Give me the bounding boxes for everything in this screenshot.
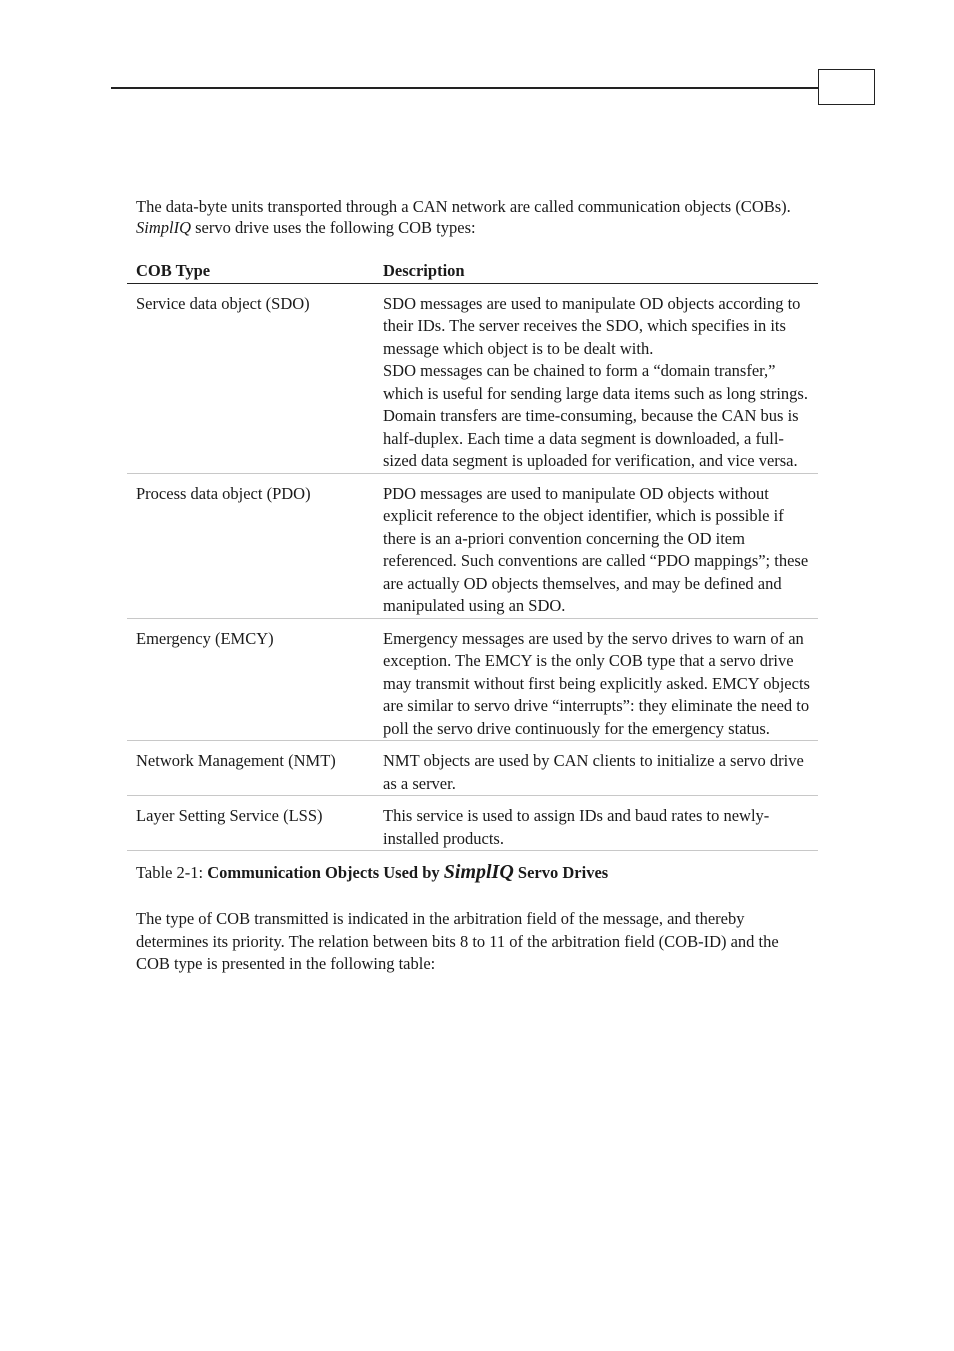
caption-brand: SimplIQ <box>443 861 514 883</box>
cob-type-cell: Network Management (NMT) <box>127 741 374 796</box>
intro-text-1: The data-byte units transported through a CAN network are called communication objects (COBs). <box>136 197 791 216</box>
caption-title: Communication Objects Used by <box>207 863 444 882</box>
table-row <box>127 741 818 796</box>
page-content <box>136 196 818 976</box>
description-text: SDO messages can be chained to form a “domain transfer,” which is useful for sending large data items such as long strings. Domain transfers are time-consuming, because the CAN bus is half-duplex. Each time a data segment is downloaded, a full-sized data segment is uploaded for verification, and vice versa. <box>383 361 808 470</box>
cob-type-cell: Layer Setting Service (LSS) <box>127 796 374 851</box>
table-row <box>127 796 818 851</box>
description-cell <box>374 796 818 851</box>
table-header-row <box>127 260 818 283</box>
page-number-box <box>818 69 875 105</box>
header-description: Description <box>374 260 818 283</box>
description-cell <box>374 741 818 796</box>
caption-label: Table 2-1: <box>136 863 208 882</box>
cob-type-cell: Process data object (PDO) <box>127 473 374 618</box>
description-text: Emergency messages are used by the servo drives to warn of an exception. The EMCY is the only COB type that a servo drive may transmit without first being explicitly asked. EMCY objects are similar to servo drive “interrupts”: they eliminate the need to poll the servo drive continuously for the emergency status. <box>383 628 810 738</box>
table-caption <box>136 861 818 884</box>
header-rule <box>111 87 819 89</box>
description-cell <box>374 283 818 473</box>
description-text: This service is used to assign IDs and baud rates to newly-installed products. <box>383 806 770 848</box>
outro-paragraph: The type of COB transmitted is indicated in the arbitration field of the message, and thereby determines its priority. The relation between bits 8 to 11 of the arbitration field (COB-ID) and the COB type is presented in the following table: <box>136 909 779 973</box>
description-text: PDO messages are used to manipulate OD objects without explicit reference to the object identifier, which is possible if there is an a-priori convention concerning the OD item referenced. Such conventions are called “PDO mappings”; these are actually OD objects themselves, and may be defined and manipulated using an SDO. <box>383 483 809 615</box>
description-text: NMT objects are used by CAN clients to initialize a servo drive as a server. <box>383 751 804 793</box>
cob-type-cell: Service data object (SDO) <box>127 283 374 473</box>
description-text: SDO messages are used to manipulate OD objects according to their IDs. The server receives the SDO, which specifies in its message which object is to be dealt with. <box>383 293 801 358</box>
intro-text-2: servo drive uses the following COB types: <box>191 218 476 237</box>
intro-paragraph <box>136 196 796 238</box>
intro-brand: SimplIQ <box>136 218 191 237</box>
table-row <box>127 473 818 618</box>
description-cell <box>374 473 818 618</box>
caption-title-end: Servo Drives <box>513 863 609 882</box>
cob-type-cell: Emergency (EMCY) <box>127 618 374 741</box>
cob-types-table <box>127 260 818 851</box>
table-row <box>127 618 818 741</box>
table-row <box>127 283 818 473</box>
header-cob-type: COB Type <box>127 260 374 283</box>
description-cell <box>374 618 818 741</box>
